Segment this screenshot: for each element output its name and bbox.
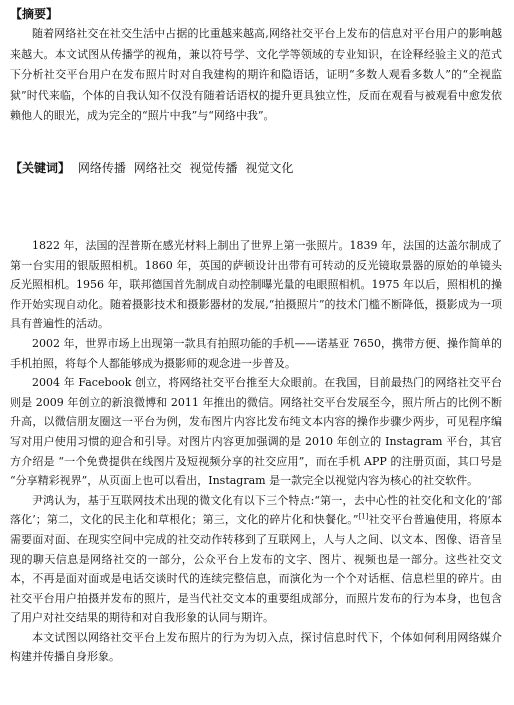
body-paragraph: 2002 年，世界市场上出现第一款具有拍照功能的手机——诺基亚 7650，携带方便、操作简单的手机拍照，将每个人都能够成为摄影师的观念进一步普及。 — [10, 336, 502, 370]
keywords-row — [10, 160, 502, 176]
citation-reference: [1] — [358, 512, 369, 521]
body-text — [10, 236, 502, 667]
keyword-item: 网络传播 — [77, 161, 126, 175]
body-paragraph — [10, 491, 502, 628]
body-paragraph-part: 社交平台普遍使用，将原本需要面对面、在现实空间中完成的社交动作转移到了互联网上，人与人之间、以文本、图像、语音呈现的聊天信息是网络社交的一部分，公众平台上发布的文字、图片、视频也是一部分。这些社交文本，不再是面对面或是电话交谈时代的连续完整信息，而演化为一个个对话框、信息栏里的碎片。由社交平台用户拍摄并发布的照片，是当代社交文本的重要组成部分，而照片发布的行为本身，也包含了用户对社交结果的期待和对自我形象的认同与期许。 — [10, 513, 503, 625]
keyword-item: 视觉传播 — [189, 161, 238, 175]
abstract-text: 随着网络社交在社交生活中占据的比重越来越高,网络社交平台上发布的信息对平台用户的影响越来越大。本文试图从传播学的视角，兼以符号学、文化学等领域的专业知识，在诠释经验主义的范式下分析社交平台用户在发布照片时对自我建构的期许和隐语话，证明“多数人观看多数人”的“全视监狱”时代来临，个体的自我认知不仅没有随着话语权的提升更具独立性，反而在观看与被观看中愈发依赖他人的眼光，成为完全的“照片中我”与“网络中我”。 — [10, 27, 502, 122]
body-paragraph: 本文试图以网络社交平台上发布照片的行为为切入点，探讨信息时代下，个体如何利用网络媒介构建并传播自身形象。 — [10, 630, 502, 664]
keyword-item: 网络社交 — [133, 161, 182, 175]
keyword-item: 视觉文化 — [245, 161, 294, 175]
body-paragraph-part: 尹鸿认为，基于互联网技术出现的微文化有以下三个特点:“第一，去中心性的社交化和文化的‘部落化’；第二，文化的民主化和草根化；第三，文化的碎片化和快餐化。” — [10, 493, 502, 527]
keywords-label: 【关键词】 — [10, 161, 71, 175]
body-paragraph: 2004 年 Facebook 创立，将网络社交平台推至大众眼前。在我国，目前最热门的网络社交平台则是 2009 年创立的新浪微博和 2011 年推出的微信。网络社交平台发展至今，照片所占的比例不断升高，以微信朋友圈这一平台为例，发布图片内容比发布纯文本内容的操作步骤少两步，可见程序编写对用户使用习惯的迎合和引导。对图片内容更加强调的是 2010 年创立的 Instagram 平台，其官方介绍是 “一个免费提供在线图片及短视频分享的社交应用”，而在手机 APP 的注册页面，其口号是 “分享精彩视界”，从页面上也可以看出，Instagram 是一款完全以视觉内容为核心的社交软件。 — [10, 376, 502, 488]
abstract-heading: 【摘要】 — [10, 7, 59, 21]
body-paragraph: 1822 年，法国的涅普斯在感光材料上制出了世界上第一张照片。1839 年，法国的达盖尔制成了第一台实用的银版照相机。1860 年，英国的萨顿设计出带有可转动的反光镜取景器的原始的单镜头反光照相机。1956 年，联邦德国首先制成自动控制曝光量的电眼照相机。1975 年以后，照相机的操作开始实现自动化。随着摄影技术和摄影器材的发展,“拍摄照片”的技术门槛不断降低，摄影成为一项具有普遍性的活动。 — [10, 239, 502, 331]
